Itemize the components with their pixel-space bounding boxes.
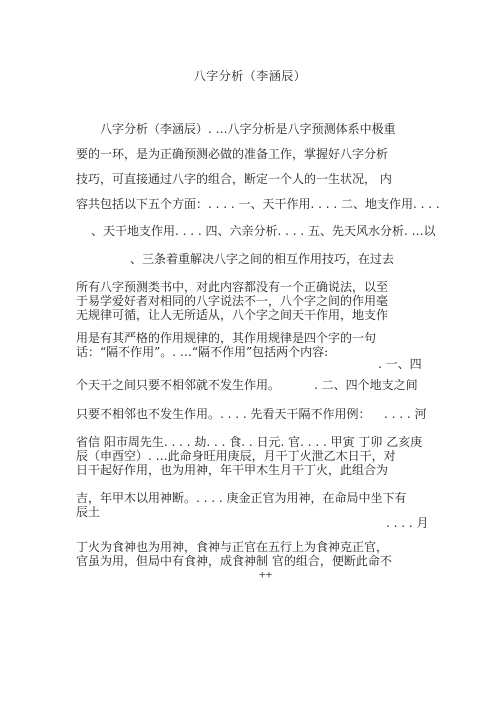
text-line: 要的一环，是为正确预测必做的准备工作，掌握好八字分析 [76,147,389,161]
text-line: 辰（申酉空）. …此命身旺用庚辰，月干丁火泄乙木日干，对 [76,449,396,463]
text-line: 只要不相邻也不发生作用。. . . . 先看天干隔不作用例： [76,407,371,421]
text-line: . 一、四 [378,357,422,371]
text-line: 技巧，可直接通过八字的组合，断定一个人的一生状况， 内 [76,172,392,186]
text-line: 八字分析（李涵辰）. …八字分析是八字预测体系中极重 [100,122,396,136]
text-line: 丁火为食神也为用神，食神与正官在五行上为食神克正官， [76,540,389,554]
text-line: 所有八字预测类书中，对此内容都没有一个正确说法，以至 [76,280,389,294]
text-line: 官虽为用，但局中有食神，成食神制 官的组合，便断此命不 [76,554,392,568]
text-line: 、天干地支作用. . . . 四、六亲分析. . . . 五、先天风水分析. …以 [91,224,436,238]
page-mark: ++ [259,568,273,581]
text-line: 、三条着重解决八字之间的相互作用技巧，在过去 [130,252,395,266]
text-line: 省信 阳市周先生. . . . 劫. . . 食. . 日元. 官. . . . 甲寅 丁卯 乙亥庚 [76,435,423,449]
text-line: 容共包括以下五个方面：. . . . 一、天干作用. . . . 二、地支作用. . . . [76,197,440,211]
text-line: 话：“隔不作用”。. …“隔不作用”包括两个内容: [76,345,329,359]
text-line: 用是有其严格的作用规律的，其作用规律是四个字的一句 [76,331,377,345]
text-line: 个天干之间只要不相邻就不发生作用。 [76,378,281,392]
text-line: 无规律可循，让人无所适从，八个字之间天干作用，地支作 [76,308,389,322]
text-line: . . . . 月 [386,516,429,530]
text-line: 日干起好作用，也为用神，年干甲木生月干丁火，此组合为 [76,463,389,477]
text-line: 吉，年甲木以用神断。. . . . 庚金正官为用神，在命局中坐下有 [76,491,407,505]
text-line: . . . . 河 [384,407,427,421]
text-line: . 二、四个地支之间 [314,378,418,392]
text-line: 于易学爱好者对相同的八字说法不一，八个字之间的作用毫 [76,294,389,308]
text-line: 辰土 [76,505,101,519]
document-title: 八字分析（李涵辰） [193,69,307,83]
